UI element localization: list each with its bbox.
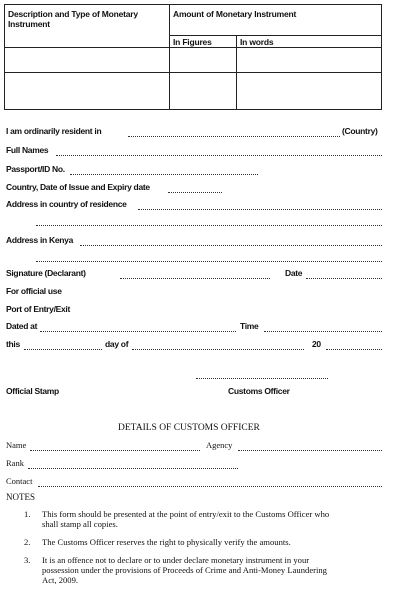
officer-heading: DETAILS OF CUSTOMS OFFICER	[118, 423, 260, 433]
year-prefix: 20	[312, 339, 321, 349]
address-kenya-label: Address in Kenya	[6, 235, 74, 245]
col-description-header: Description and Type of Monetary Instrument	[8, 9, 138, 29]
date-field[interactable]	[306, 278, 382, 279]
officer-name-label: Name	[6, 440, 27, 450]
full-names-field[interactable]	[56, 155, 382, 156]
col-words-header: In words	[240, 37, 274, 47]
resident-suffix: (Country)	[342, 126, 378, 136]
address-kenya-field[interactable]	[80, 245, 382, 246]
official-use-label: For official use	[6, 286, 62, 296]
note-1-line-2: shall stamp all copies.	[42, 519, 118, 529]
officer-rank-field[interactable]	[28, 468, 238, 469]
address-residence-field[interactable]	[138, 209, 382, 210]
col-figures-header: In Figures	[173, 37, 212, 47]
year-field[interactable]	[326, 349, 382, 350]
note-number: 3.	[24, 555, 31, 565]
address-kenya-field-2[interactable]	[36, 261, 382, 262]
note-3-line-1: It is an offence not to declare or to under declare monetary instrument in your	[42, 555, 310, 565]
this-field[interactable]	[24, 349, 102, 350]
address-residence-field-2[interactable]	[36, 225, 382, 226]
officer-name-field[interactable]	[30, 450, 200, 451]
table-divider	[5, 72, 381, 73]
table-divider	[169, 35, 381, 36]
monetary-instrument-table	[4, 4, 382, 110]
signature-label: Signature (Declarant)	[6, 268, 86, 278]
time-label: Time	[240, 321, 259, 331]
customs-officer-signature-line	[196, 378, 328, 379]
official-stamp-label: Official Stamp	[6, 386, 59, 396]
customs-officer-label: Customs Officer	[228, 386, 290, 396]
full-names-label: Full Names	[6, 145, 49, 155]
resident-label: I am ordinarily resident in	[6, 126, 102, 136]
note-number: 2.	[24, 537, 31, 547]
officer-agency-label: Agency	[206, 440, 233, 450]
port-label: Port of Entry/Exit	[6, 304, 71, 314]
day-of-label: day of	[105, 339, 129, 349]
day-of-field[interactable]	[132, 349, 304, 350]
country-issue-field[interactable]	[168, 192, 222, 193]
officer-rank-label: Rank	[6, 458, 24, 468]
notes-heading: NOTES	[6, 492, 35, 502]
passport-label: Passport/ID No.	[6, 164, 65, 174]
signature-field[interactable]	[120, 278, 270, 279]
col-amount-header: Amount of Monetary Instrument	[173, 9, 297, 19]
note-number: 1.	[24, 509, 31, 519]
officer-contact-label: Contact	[6, 476, 33, 486]
table-divider	[5, 47, 381, 48]
note-3-line-2: possession under the provisions of Proceeds of Crime and Anti-Money Laundering	[42, 565, 327, 575]
address-residence-label: Address in country of residence	[6, 199, 127, 209]
table-divider	[169, 5, 170, 109]
time-field[interactable]	[264, 331, 382, 332]
country-issue-label: Country, Date of Issue and Expiry date	[6, 182, 150, 192]
date-label: Date	[285, 268, 303, 278]
this-label: this	[6, 339, 20, 349]
dated-at-label: Dated at	[6, 321, 38, 331]
note-2-line-1: The Customs Officer reserves the right to physically verify the amounts.	[42, 537, 291, 547]
dated-at-field[interactable]	[40, 331, 236, 332]
resident-field[interactable]	[128, 136, 340, 137]
note-3-line-3: Act, 2009.	[42, 575, 79, 585]
officer-contact-field[interactable]	[38, 486, 382, 487]
officer-agency-field[interactable]	[238, 450, 382, 451]
passport-field[interactable]	[70, 174, 258, 175]
note-1-line-1: This form should be presented at the point of entry/exit to the Customs Officer who	[42, 509, 330, 519]
